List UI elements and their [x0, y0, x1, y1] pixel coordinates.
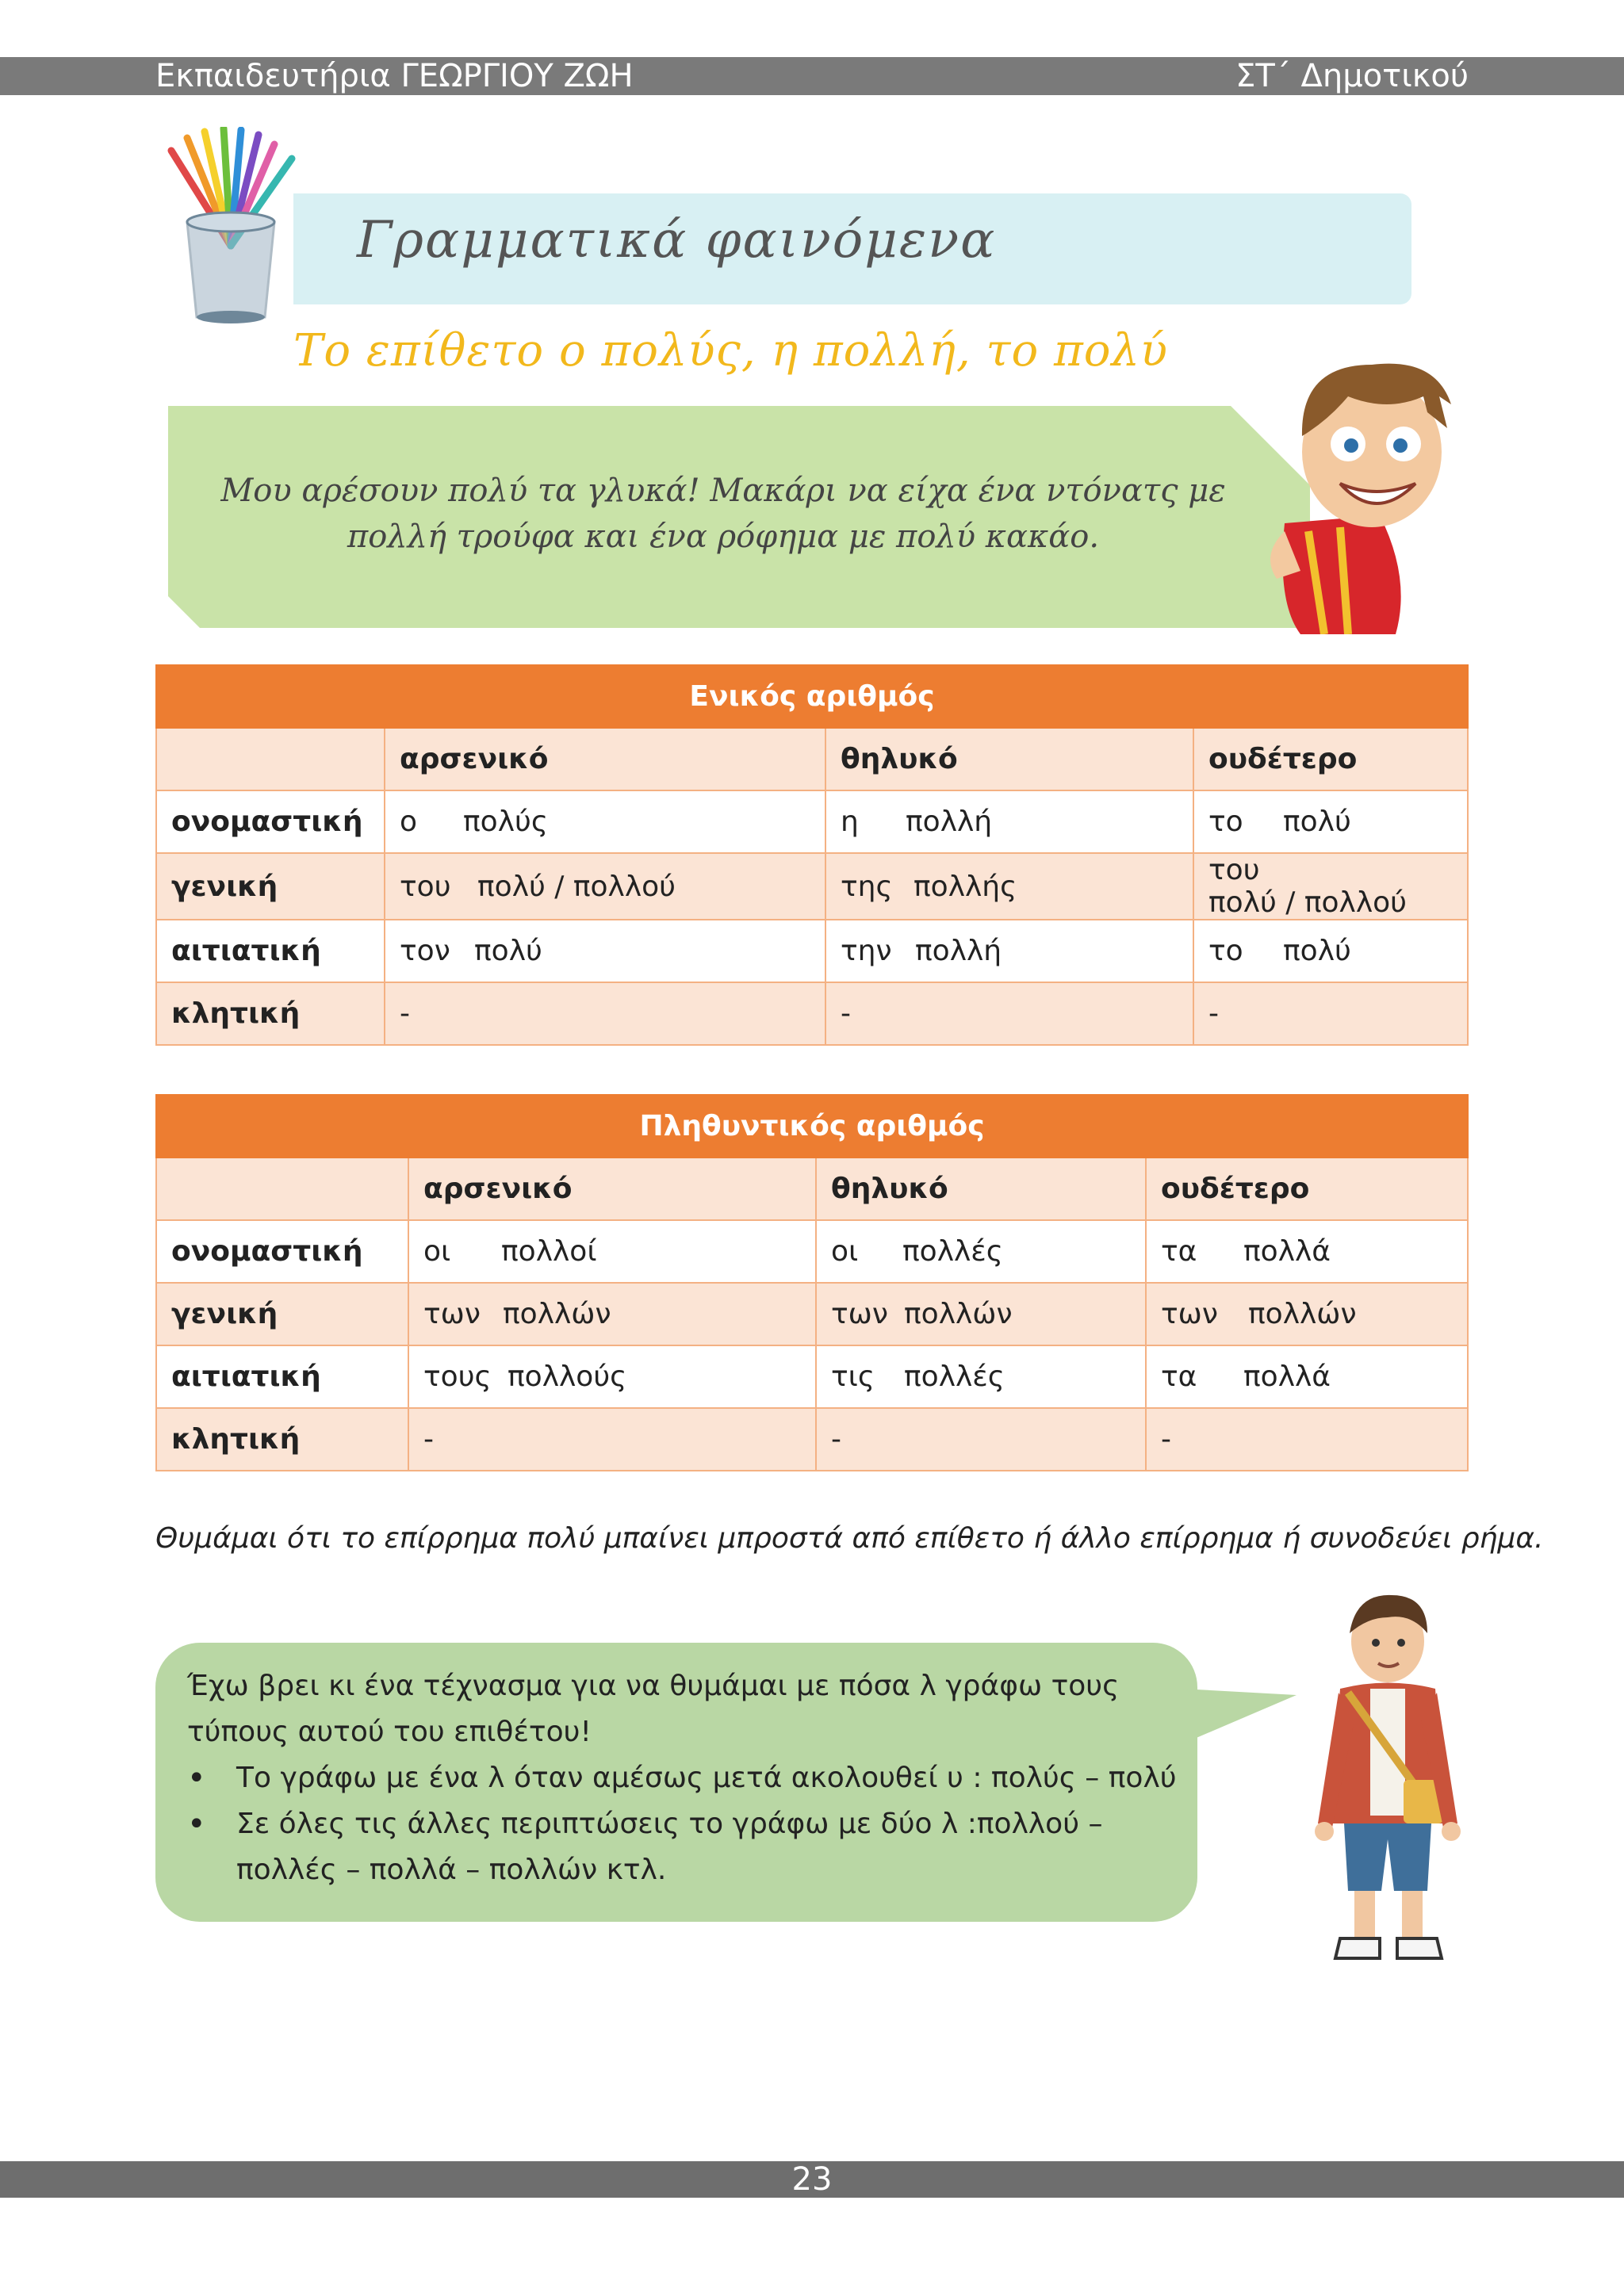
table-row	[156, 1345, 1468, 1408]
article: -	[841, 997, 851, 1030]
case-label: γενική	[156, 853, 385, 920]
form-cell	[825, 920, 1193, 982]
case-label: κλητική	[156, 982, 385, 1045]
adverb-note: Θυμάμαι ότι το επίρρημα πολύ μπαίνει μπροστά από επίθετο ή άλλο επίρρημα ή συνοδεύει ρήμα.	[155, 1522, 1544, 1555]
grade-label: ΣΤ΄ Δημοτικού	[1235, 58, 1469, 94]
form-cell	[385, 790, 825, 853]
adjective: πολύς	[463, 806, 548, 838]
form-cell	[408, 1283, 816, 1345]
table-row	[156, 920, 1468, 982]
article: -	[400, 997, 410, 1030]
adjective: πολλών	[904, 1298, 1013, 1330]
case-label: ονομαστική	[156, 1220, 408, 1283]
form-cell	[385, 982, 825, 1045]
article: του	[1208, 854, 1260, 886]
article: το	[1208, 806, 1243, 838]
form-cell	[1146, 1408, 1468, 1471]
pencil-cup-icon	[155, 127, 306, 325]
form-cell	[825, 982, 1193, 1045]
article: τον	[400, 935, 450, 967]
adjective: πολλές	[902, 1235, 1003, 1268]
gender-header-neuter: ουδέτερο	[1146, 1158, 1468, 1220]
case-label: κλητική	[156, 1408, 408, 1471]
case-header-empty	[156, 1158, 408, 1220]
case-header-empty	[156, 728, 385, 790]
adjective: πολλές	[904, 1360, 1005, 1393]
article: -	[1208, 997, 1219, 1030]
article: τα	[1161, 1360, 1197, 1393]
plural-table	[155, 1094, 1469, 1471]
article: τις	[831, 1360, 875, 1393]
form-cell	[408, 1220, 816, 1283]
article: των	[423, 1298, 481, 1330]
adjective: πολλών	[1248, 1298, 1357, 1330]
article: την	[841, 935, 892, 967]
adjective: πολλών	[503, 1298, 611, 1330]
form-cell	[1193, 853, 1468, 920]
adjective: πολύ	[1283, 935, 1351, 967]
singular-table-title: Ενικός αριθμός	[156, 665, 1468, 728]
article: της	[841, 870, 893, 903]
adjective: πολύ	[474, 935, 542, 967]
tip-intro: Έχω βρει κι ένα τέχνασμα για να θυμάμαι με πόσα λ γράφω τους τύπους αυτού του επιθέτου!	[187, 1670, 1120, 1748]
quote-text	[168, 468, 1278, 560]
page-number: 23	[791, 2161, 833, 2198]
gender-header-masculine: αρσενικό	[408, 1158, 816, 1220]
form-cell	[1193, 790, 1468, 853]
boy-peeking-icon	[1253, 341, 1459, 634]
header-bar	[0, 57, 1624, 95]
form-cell	[816, 1345, 1146, 1408]
case-label: ονομαστική	[156, 790, 385, 853]
plural-table-title: Πληθυντικός αριθμός	[156, 1095, 1468, 1158]
article: ο	[400, 806, 418, 838]
form-cell	[816, 1408, 1146, 1471]
school-name: Εκπαιδευτήρια ΓΕΩΡΓΙΟΥ ΖΩΗ	[155, 58, 634, 94]
gender-header-feminine: θηλυκό	[816, 1158, 1146, 1220]
case-label: αιτιατική	[156, 920, 385, 982]
section-title: Γραμματικά φαινόμενα	[357, 211, 997, 270]
article: των	[1161, 1298, 1218, 1330]
quote-line-2: πολλή τρούφα και ένα ρόφημα με πολύ κακάο.	[347, 519, 1100, 555]
article: του	[400, 870, 451, 903]
table-row	[156, 1408, 1468, 1471]
adjective: πολύ	[1283, 806, 1351, 838]
adjective: πολλή	[906, 806, 993, 838]
case-label: αιτιατική	[156, 1345, 408, 1408]
table-row	[156, 853, 1468, 920]
list-item: • Σε όλες τις άλλες περιπτώσεις το γράφω με δύο λ :πολλού – πολλές – πολλά – πολλών κτλ.	[187, 1801, 1178, 1893]
article: τους	[423, 1360, 492, 1393]
title-banner	[293, 193, 1411, 304]
article: οι	[423, 1235, 451, 1268]
list-item: • Το γράφω με ένα λ όταν αμέσως μετά ακολουθεί υ : πολύς – πολύ	[187, 1755, 1178, 1801]
article: το	[1208, 935, 1243, 967]
form-cell	[1146, 1345, 1468, 1408]
form-cell	[385, 920, 825, 982]
adjective: πολύ / πολλού	[1208, 886, 1408, 919]
form-cell	[816, 1220, 1146, 1283]
form-cell	[816, 1283, 1146, 1345]
table-row	[156, 1220, 1468, 1283]
gender-header-masculine: αρσενικό	[385, 728, 825, 790]
form-cell	[1146, 1220, 1468, 1283]
adjective: πολλής	[914, 870, 1017, 903]
form-cell	[825, 853, 1193, 920]
gender-header-neuter: ουδέτερο	[1193, 728, 1468, 790]
adjective: πολλά	[1243, 1360, 1331, 1393]
form-cell	[1193, 920, 1468, 982]
article: οι	[831, 1235, 859, 1268]
standing-boy-icon	[1300, 1586, 1475, 1974]
article: η	[841, 806, 859, 838]
gender-header-feminine: θηλυκό	[825, 728, 1193, 790]
adjective: πολλή	[915, 935, 1002, 967]
form-cell	[1193, 982, 1468, 1045]
adjective: πολλούς	[508, 1360, 627, 1393]
form-cell	[385, 853, 825, 920]
singular-table	[155, 664, 1469, 1046]
article: -	[423, 1423, 434, 1456]
quote-line-1: Μου αρέσουν πολύ τα γλυκά! Μακάρι να είχα ένα ντόνατς με	[220, 473, 1226, 509]
table-row	[156, 982, 1468, 1045]
adjective: πολύ / πολλού	[477, 870, 676, 903]
article: των	[831, 1298, 888, 1330]
form-cell	[408, 1345, 816, 1408]
article: -	[831, 1423, 841, 1456]
tip-list	[187, 1755, 1178, 1893]
form-cell	[408, 1408, 816, 1471]
adjective: πολλά	[1243, 1235, 1331, 1268]
case-label: γενική	[156, 1283, 408, 1345]
footer-bar	[0, 2161, 1624, 2198]
article: -	[1161, 1423, 1171, 1456]
speech-tail-icon	[1182, 1681, 1300, 1752]
article: τα	[1161, 1235, 1197, 1268]
lesson-subtitle: Το επίθετο ο πολύς, η πολλή, το πολύ	[293, 325, 1169, 377]
form-cell	[825, 790, 1193, 853]
table-row	[156, 1283, 1468, 1345]
form-cell	[1146, 1283, 1468, 1345]
adjective: πολλοί	[501, 1235, 597, 1268]
tip-text	[187, 1663, 1178, 1893]
table-row	[156, 790, 1468, 853]
